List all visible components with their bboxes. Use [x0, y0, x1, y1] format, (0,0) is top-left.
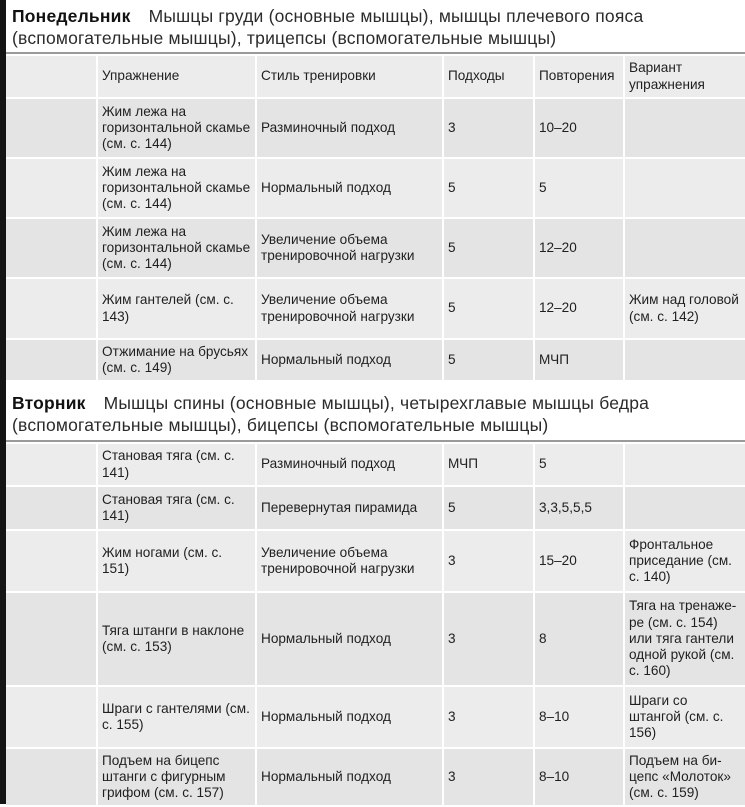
cell-sets: 3 [443, 592, 534, 686]
day-header-tuesday [12, 393, 745, 436]
cell-sets: 5 [443, 218, 534, 278]
cell-reps: МЧП [534, 339, 624, 381]
day-name: Понедельник [12, 6, 131, 26]
cell-sets: 3 [443, 530, 534, 592]
cell-variant: Подъем на би-цепс «Молоток» (см. с. 159) [624, 748, 745, 806]
cell-reps: 12–20 [534, 278, 624, 339]
cell-variant [624, 486, 745, 530]
cell-exercise: Отжимание на брусьях (см. с. 149) [97, 339, 256, 381]
cell-exercise: Жим лежа на горизонтальной скамье (см. с. 144) [97, 218, 256, 278]
cell-reps: 5 [534, 444, 624, 486]
cell-style: Нормальный подход [256, 158, 443, 218]
column-header-reps: Повторения [534, 56, 624, 98]
cell-exercise: Тяга штанги в наклоне (см. с. 153) [97, 592, 256, 686]
cell-exercise: Становая тяга (см. с. 141) [97, 444, 256, 486]
table-row [6, 218, 745, 278]
day-header-monday [12, 6, 745, 49]
cell-variant: Тяга на тренаже-ре (см. с. 154) или тяга гантели одной рукой (см. с. 160) [624, 592, 745, 686]
cell-style: Увеличение объема тренировочной нагрузки [256, 218, 443, 278]
cell-style: Разминочный подход [256, 444, 443, 486]
cell-sets: МЧП [443, 444, 534, 486]
cell-variant [624, 339, 745, 381]
cell-exercise: Шраги с гантелями (см. с. 155) [97, 686, 256, 748]
cell-exercise: Жим гантелей (см. с. 143) [97, 278, 256, 339]
cell-exercise: Становая тяга (см. с. 141) [97, 486, 256, 530]
cell-sets: 5 [443, 339, 534, 381]
column-header-style: Стиль тренировки [256, 56, 443, 98]
cell-variant: Фронтальное приседание (см. с. 140) [624, 530, 745, 592]
column-header-sets: Подходы [443, 56, 534, 98]
cell-reps: 10–20 [534, 98, 624, 158]
cell-style: Увеличение объема тренировочной нагрузки [256, 530, 443, 592]
cell-sets: 5 [443, 486, 534, 530]
table-row [6, 444, 745, 486]
cell-sets: 3 [443, 748, 534, 806]
table-row [6, 592, 745, 686]
cell-style: Увеличение объема тренировочной нагрузки [256, 278, 443, 339]
cell-exercise: Жим лежа на горизонтальной скамье (см. с. 144) [97, 98, 256, 158]
table-row [6, 530, 745, 592]
cell-exercise: Жим лежа на горизонтальной скамье (см. с. 144) [97, 158, 256, 218]
cell-variant [624, 444, 745, 486]
day-muscles: Мышцы спины (основные мышцы), четырехглавые мышцы бедра (вспомогательные мышцы), бицепсы (вспомогательные мышцы) [12, 393, 650, 435]
table-row [6, 686, 745, 748]
table-row [6, 158, 745, 218]
cell-exercise: Подъем на бицепс штанги с фигурным грифом (см. с. 157) [97, 748, 256, 806]
table-header-row [6, 56, 745, 98]
cell-reps: 15–20 [534, 530, 624, 592]
monday-table [6, 56, 745, 382]
cell-reps: 8–10 [534, 748, 624, 806]
table-row [6, 339, 745, 381]
table-row [6, 748, 745, 806]
cell-exercise: Жим ногами (см. с. 151) [97, 530, 256, 592]
cell-style: Нормальный подход [256, 748, 443, 806]
cell-sets: 3 [443, 686, 534, 748]
cell-reps: 8 [534, 592, 624, 686]
column-header-exercise: Упражнение [97, 56, 256, 98]
cell-style: Нормальный подход [256, 686, 443, 748]
cell-variant [624, 218, 745, 278]
cell-sets: 3 [443, 98, 534, 158]
cell-style: Нормальный подход [256, 339, 443, 381]
cell-reps: 8–10 [534, 686, 624, 748]
cell-variant [624, 158, 745, 218]
day-rule [6, 52, 745, 54]
cell-style: Перевернутая пирамида [256, 486, 443, 530]
cell-sets: 5 [443, 278, 534, 339]
cell-variant: Шраги со штангой (см. с. 156) [624, 686, 745, 748]
cell-reps: 3,3,5,5,5 [534, 486, 624, 530]
cell-sets: 5 [443, 158, 534, 218]
tuesday-table [6, 444, 745, 807]
cell-variant: Жим над головой (см. с. 142) [624, 278, 745, 339]
cell-style: Нормальный подход [256, 592, 443, 686]
day-rule [6, 440, 745, 442]
table-row [6, 486, 745, 530]
cell-style: Разминочный подход [256, 98, 443, 158]
day-name: Вторник [12, 393, 86, 413]
table-row [6, 278, 745, 339]
cell-reps: 12–20 [534, 218, 624, 278]
column-header-variant: Вариант упражнения [624, 56, 745, 98]
cell-reps: 5 [534, 158, 624, 218]
day-muscles: Мышцы груди (основные мышцы), мышцы плечевого пояса (вспомогательные мышцы), трицепсы (вспомогательные мышцы) [12, 6, 644, 48]
cell-variant [624, 98, 745, 158]
table-row [6, 98, 745, 158]
